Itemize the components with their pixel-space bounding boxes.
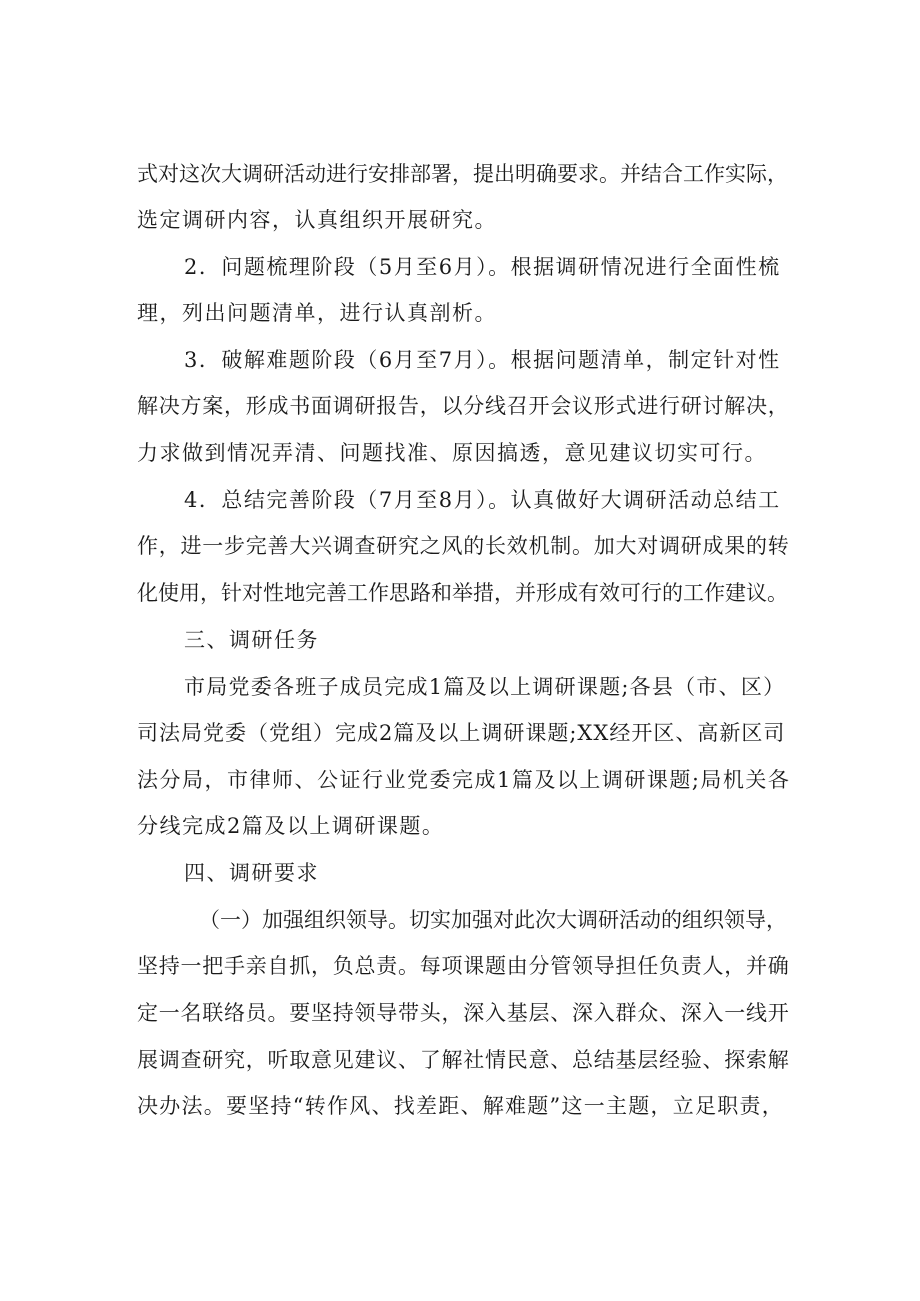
body-text-line: 坚持一把手亲自抓，负总责。每项课题由分管领导担任负责人，并确 [137, 954, 790, 978]
body-text-line: （一）加强组织领导。切实加强对此次大调研活动的组织领导， [199, 908, 787, 932]
body-text-line: 司法局党委（党组）完成2篇及以上调研课题;XX经开区、高新区司 [137, 721, 786, 745]
body-text-line: 市局党委各班子成员完成1篇及以上调研课题;各县（市、区） [184, 675, 786, 699]
body-text-line: 分线完成2篇及以上调研课题。 [137, 814, 445, 838]
body-text-line: 3．破解难题阶段（6月至7月）。根据问题清单，制定针对性 [184, 348, 781, 372]
section-heading: 三、调研任务 [184, 628, 319, 652]
body-text-line: 化使用，针对性地完善工作思路和举措，并形成有效可行的工作建议。 [137, 581, 788, 605]
body-text-line: 作，进一步完善大兴调查研究之风的长效机制。加大对调研成果的转 [137, 534, 790, 558]
body-text-line: 展调查研究，听取意见建议、了解社情民意、总结基层经验、探索解 [137, 1048, 790, 1072]
body-text-line: 决办法。要坚持“转作风、找差距、解难题”这一主题，立足职责， [137, 1094, 784, 1118]
body-text-line: 式对这次大调研活动进行安排部署，提出明确要求。并结合工作实际， [137, 162, 788, 186]
body-text-line: 4．总结完善阶段（7月至8月）。认真做好大调研活动总结工 [184, 488, 781, 512]
section-heading: 四、调研要求 [184, 861, 319, 885]
body-text-line: 理，列出问题清单，进行认真剖析。 [137, 301, 497, 325]
body-text-line: 选定调研内容，认真组织开展研究。 [137, 208, 497, 232]
body-text-line: 法分局，市律师、公证行业党委完成1篇及以上调研课题;局机关各 [137, 768, 791, 792]
body-text-line: 定一名联络员。要坚持领导带头，深入基层、深入群众、深入一线开 [137, 1001, 790, 1025]
body-text-line: 解决方案，形成书面调研报告，以分线召开会议形式进行研讨解决， [137, 394, 790, 418]
body-text-line: 力求做到情况弄清、问题找准、原因搞透，意见建议切实可行。 [137, 441, 767, 465]
body-text-line: 2．问题梳理阶段（5月至6月）。根据调研情况进行全面性梳 [184, 255, 781, 279]
